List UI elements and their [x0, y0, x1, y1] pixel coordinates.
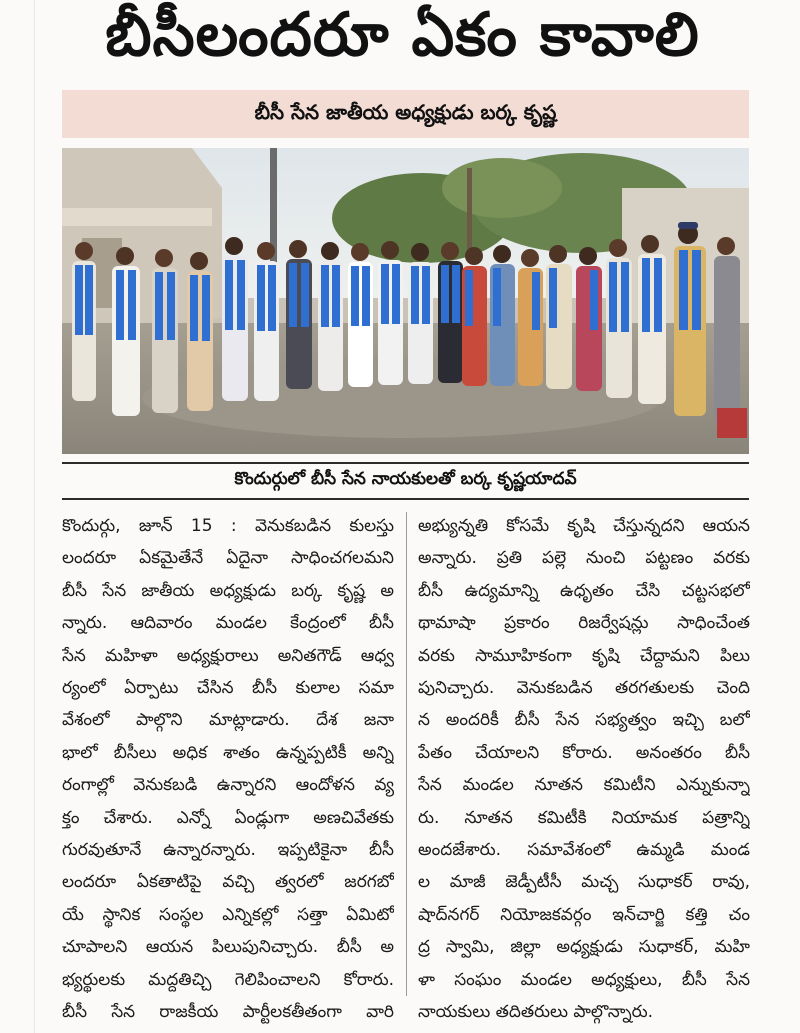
body-line: చూపాలని ఆయన పిలుపునిచ్చారు. బీసీ అ	[62, 937, 394, 958]
body-line: పేతం చేయాలని కోరారు. అనంతరం బీసీ	[418, 742, 750, 763]
body-line: వరకు సామూహికంగా కృషి చేద్దామని పిలు	[418, 645, 750, 666]
body-line: బీసీ సేన జాతీయ అధ్యక్షుడు బర్క కృష్ణ అ	[62, 580, 394, 601]
body-line: రు. నూతన కమిటీకి నియామక పత్రాన్ని	[418, 807, 750, 828]
body-line: నాయకులు తదితరులు పాల్గొన్నారు.	[418, 1002, 653, 1023]
photo-caption: కొందుర్గులో బీసీ సేన నాయకులతో బర్క కృష్ణయాదవ్	[234, 469, 577, 489]
body-column-left	[62, 510, 394, 1023]
body-line: అందజేశారు. సమావేశంలో ఉమ్మడి మండ	[418, 840, 750, 861]
body-line: ళా సంఘం మండల అధ్యక్షులు, బీసీ సేన	[418, 969, 750, 990]
page-edge-rule	[34, 0, 35, 1033]
subheadline: బీసీ సేన జాతీయ అధ్యక్షుడు బర్క కృష్ణ	[254, 99, 557, 124]
group-photo	[62, 148, 749, 454]
body-line: గురవుతూనే ఉన్నారన్నారు. ఇప్పటికైనా బీసీ	[62, 840, 394, 861]
body-line: ద్ర స్వామి, జిల్లా అధ్యక్షుడు సుధాకర్, మహి	[418, 937, 750, 958]
body-line: ల మాజీ జెడ్పీటీసీ మచ్చ సుధాకర్ రావు,	[418, 872, 750, 893]
body-line: భ్యర్థులకు మద్దతిచ్చి గెలిపించాలని కోరారు.	[62, 969, 394, 990]
body-line: న్నారు. ఆదివారం మండల కేంద్రంలో బీసీ	[62, 613, 394, 634]
headline: బీసీలందరూ ఏకం కావాలి	[105, 0, 700, 70]
body-line: పునిచ్చారు. వెనుకబడిన తరగతులకు చెంది	[418, 678, 750, 699]
body-line: బీసీ సేన రాజకీయ పార్టీలకతీతంగా వారి	[62, 1002, 394, 1023]
body-line: వేశంలో పాల్గొని మాట్లాడారు. దేశ జనా	[62, 710, 394, 731]
body-line: లందరూ ఏకతాటిపై వచ్చి త్వరలో జరగబో	[62, 872, 394, 893]
body-line: సేన మండల నూతన కమిటీని ఎన్నుకున్నా	[418, 775, 750, 796]
body-line: భాలో బీసీలు అధిక శాతం ఉన్నప్పటికీ అన్ని	[62, 742, 394, 763]
column-divider	[406, 512, 407, 996]
body-line: లందరూ ఏకమైతేనే ఏదైనా సాధించగలమని	[62, 548, 394, 569]
body-line: రంగాల్లో వెనుకబడి ఉన్నారని ఆందోళన వ్య	[62, 775, 394, 796]
body-line: అన్నారు. ప్రతి పల్లె నుంచి పట్టణం వరకు	[418, 548, 750, 569]
body-line: షాద్‌నగర్ నియోజకవర్గం ఇన్‌చార్జి కత్తి చం	[418, 904, 750, 925]
group-photo-illustration	[62, 148, 749, 454]
body-column-right	[418, 510, 750, 1023]
body-line: బీసీ ఉద్యమాన్ని ఉధృతం చేసి చట్టసభలో	[418, 580, 750, 601]
body-line: థామాషా ప్రకారం రిజర్వేషన్లు సాధించేంత	[418, 613, 750, 634]
body-line: అభ్యున్నతి కోసమే కృషి చేస్తున్నదని ఆయన	[418, 516, 750, 536]
body-line: కొందుర్గు, జూన్ 15 : వెనుకబడిన కులస్తు	[62, 516, 394, 536]
body-line: సేన మహిళా అధ్యక్షురాలు అనితగౌడ్ ఆధ్వ	[62, 645, 394, 666]
body-line: న అందరికీ బీసీ సేన సభ్యత్వం ఇచ్చి బలో	[418, 710, 750, 731]
body-line: క్తం చేశారు. ఎన్నో ఏండ్లుగా అణచివేతకు	[62, 807, 394, 828]
subheadline-band	[62, 90, 749, 138]
body-line: యే స్థానిక సంస్థల ఎన్నికల్లో సత్తా ఏమిటో	[62, 904, 394, 925]
photo-caption-band	[62, 462, 749, 500]
body-line: ర్యంలో ఏర్పాటు చేసిన బీసీ కులాల సమా	[62, 678, 394, 699]
